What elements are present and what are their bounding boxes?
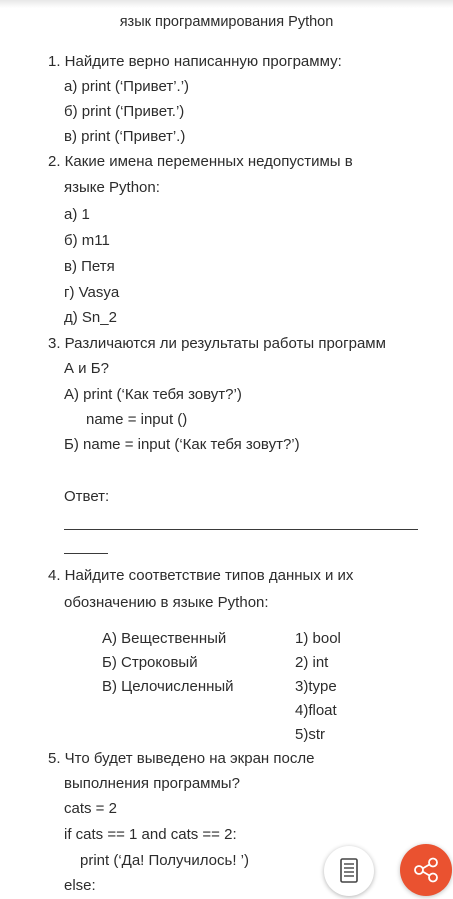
q4-right-3: 3)type bbox=[295, 678, 337, 695]
q5-code-line-1: cats = 2 bbox=[64, 800, 117, 817]
q1-option-b: б) print (‘Привет.’) bbox=[64, 103, 185, 120]
q4-left-a: А) Вещественный bbox=[102, 630, 227, 647]
q4-right-2: 2) int bbox=[295, 654, 329, 671]
share-button[interactable] bbox=[400, 844, 452, 896]
q5-code-line-4: else: bbox=[64, 877, 96, 894]
question-3-cont: А и Б? bbox=[64, 360, 109, 377]
q3-program-b: Б) name = input (‘Как тебя зовут?’) bbox=[64, 436, 300, 453]
question-2-cont: языке Python: bbox=[64, 179, 160, 196]
answer-label: Ответ: bbox=[64, 488, 110, 505]
question-1: 1. Найдите верно написанную программу: bbox=[48, 53, 342, 70]
document-button[interactable] bbox=[324, 846, 374, 896]
q2-option-d: г) Vasya bbox=[64, 284, 120, 301]
question-5: 5. Что будет выведено на экран после bbox=[48, 750, 315, 767]
document-icon bbox=[324, 846, 374, 896]
q4-right-4: 4)float bbox=[295, 702, 337, 719]
q2-option-e: д) Sn_2 bbox=[64, 309, 117, 326]
question-4-cont: обозначению в языке Python: bbox=[64, 594, 269, 611]
question-5-cont: выполнения программы? bbox=[64, 775, 240, 792]
answer-line-short bbox=[64, 553, 108, 554]
question-4: 4. Найдите соответствие типов данных и их bbox=[48, 567, 354, 584]
top-shadow bbox=[0, 0, 453, 8]
page-title: язык программирования Python bbox=[119, 14, 334, 30]
q4-left-b: Б) Строковый bbox=[102, 654, 198, 671]
q5-code-line-2: if cats == 1 and cats == 2: bbox=[64, 826, 237, 843]
q3-program-a: А) print (‘Как тебя зовут?’) bbox=[64, 386, 242, 403]
share-icon bbox=[400, 844, 452, 896]
q4-left-c: В) Целочисленный bbox=[102, 678, 234, 695]
q2-option-b: б) m11 bbox=[64, 232, 110, 249]
q2-option-c: в) Петя bbox=[64, 258, 115, 275]
question-2: 2. Какие имена переменных недопустимы в bbox=[48, 153, 353, 170]
q2-option-a: а) 1 bbox=[64, 206, 90, 223]
q1-option-a: а) print (‘Привет’.’) bbox=[64, 78, 190, 95]
q5-code-line-3: print (‘Да! Получилось! ’) bbox=[80, 852, 249, 869]
question-3: 3. Различаются ли результаты работы программ bbox=[48, 335, 386, 352]
q4-right-1: 1) bool bbox=[295, 630, 341, 647]
q4-right-5: 5)str bbox=[295, 726, 325, 743]
q1-option-c: в) print (‘Привет’.) bbox=[64, 128, 186, 145]
q3-program-a-line2: name = input () bbox=[86, 411, 188, 428]
answer-line bbox=[64, 529, 418, 530]
